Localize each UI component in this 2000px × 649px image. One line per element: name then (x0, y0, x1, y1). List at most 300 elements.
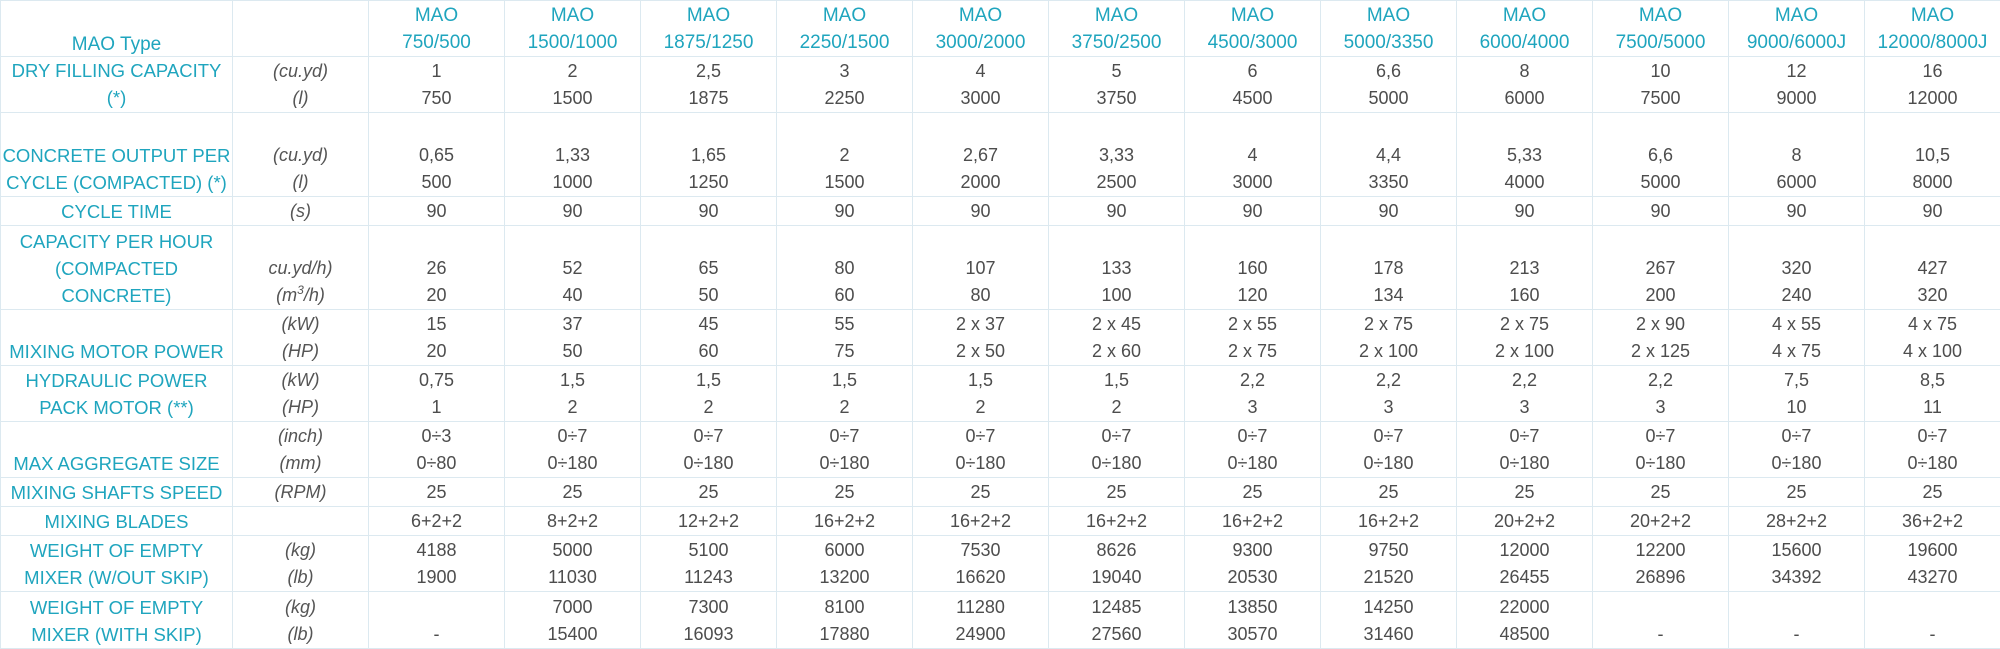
value-cell (913, 57, 1049, 113)
value-line: 2 (777, 394, 912, 421)
value-line: 6+2+2 (369, 508, 504, 535)
model-name-line: 9000/6000J (1729, 29, 1864, 56)
model-header-2250-1500 (777, 1, 913, 57)
value-line: 2250 (777, 85, 912, 112)
spec-label-line: MIXING BLADES (1, 508, 232, 535)
value-cell (505, 507, 641, 536)
value-cell (1321, 592, 1457, 649)
header-row (1, 1, 2000, 57)
value-cell (1729, 422, 1865, 478)
value-cell (369, 113, 505, 197)
value-line: 2 x 75 (1457, 311, 1592, 338)
spec-label-line: CONCRETE OUTPUT PER (1, 142, 232, 169)
value-cell (1729, 592, 1865, 649)
value-line: 10,5 (1865, 142, 2000, 169)
value-cell (641, 226, 777, 310)
value-line: 55 (777, 311, 912, 338)
value-line: 16+2+2 (1049, 508, 1184, 535)
value-line: 2 x 100 (1321, 338, 1456, 365)
value-line: 320 (1729, 255, 1864, 282)
value-cell (505, 536, 641, 592)
unit-cell (233, 366, 369, 422)
value-line: 2,2 (1457, 367, 1592, 394)
value-line: 8 (1729, 142, 1864, 169)
value-cell (777, 197, 913, 226)
value-line: 60 (641, 338, 776, 365)
value-line: 2,2 (1185, 367, 1320, 394)
value-cell (1593, 422, 1729, 478)
value-cell (1457, 57, 1593, 113)
value-line: 0÷180 (1185, 450, 1320, 477)
value-cell (1185, 592, 1321, 649)
value-line: - (1729, 621, 1864, 648)
value-line: 2 x 75 (1185, 338, 1320, 365)
value-line: 16+2+2 (777, 508, 912, 535)
value-line: 2 (913, 394, 1048, 421)
value-line: 20 (369, 338, 504, 365)
value-line: - (1593, 621, 1728, 648)
value-cell (1185, 113, 1321, 197)
value-line: 3750 (1049, 85, 1184, 112)
value-line: 0÷7 (1457, 423, 1592, 450)
value-line: 6 (1185, 58, 1320, 85)
value-cell (1049, 507, 1185, 536)
value-cell (1729, 197, 1865, 226)
value-line: 5 (1049, 58, 1184, 85)
value-line: 427 (1865, 255, 2000, 282)
value-line: 160 (1185, 255, 1320, 282)
model-header-9000-6000j (1729, 1, 1865, 57)
value-line: 1 (369, 394, 504, 421)
value-line: 4,4 (1321, 142, 1456, 169)
value-line: 25 (641, 479, 776, 506)
value-line: 90 (641, 198, 776, 225)
value-line: 0÷7 (1729, 423, 1864, 450)
value-line: 7000 (505, 594, 640, 621)
spec-label (1, 197, 233, 226)
value-line: 25 (1049, 479, 1184, 506)
unit-line: (kg) (233, 594, 368, 621)
value-cell (913, 226, 1049, 310)
value-line: 213 (1457, 255, 1592, 282)
value-cell (1729, 57, 1865, 113)
value-line: 2 (1049, 394, 1184, 421)
unit-line: (HP) (233, 394, 368, 421)
value-line: 0÷7 (913, 423, 1048, 450)
value-cell (1457, 226, 1593, 310)
value-cell (1185, 478, 1321, 507)
value-cell (641, 536, 777, 592)
value-line: 25 (777, 479, 912, 506)
value-cell (777, 366, 913, 422)
spec-label-line: MIXER (W/OUT SKIP) (1, 564, 232, 591)
value-line: 1500 (505, 85, 640, 112)
spec-row-dry-filling-capacity (1, 57, 2000, 113)
unit-line: (inch) (233, 423, 368, 450)
value-line: 25 (913, 479, 1048, 506)
value-line: 0÷7 (777, 423, 912, 450)
model-header-750-500 (369, 1, 505, 57)
unit-cell (233, 57, 369, 113)
value-line: 12200 (1593, 537, 1728, 564)
value-cell (1457, 592, 1593, 649)
value-line: 5,33 (1457, 142, 1592, 169)
value-line: 2,67 (913, 142, 1048, 169)
value-cell (913, 366, 1049, 422)
value-cell (641, 197, 777, 226)
model-name-line: MAO (1321, 2, 1456, 29)
value-cell (1729, 310, 1865, 366)
value-cell (505, 592, 641, 649)
value-line: 9750 (1321, 537, 1456, 564)
unit-line: (lb) (233, 621, 368, 648)
value-line: 43270 (1865, 564, 2000, 591)
value-line: 90 (1185, 198, 1320, 225)
value-line: 3 (1457, 394, 1592, 421)
value-cell (369, 57, 505, 113)
value-cell (1593, 507, 1729, 536)
value-line: 2,2 (1593, 367, 1728, 394)
value-cell (1049, 366, 1185, 422)
value-cell (505, 113, 641, 197)
model-name-line: 1500/1000 (505, 29, 640, 56)
value-cell (1321, 57, 1457, 113)
value-cell (369, 366, 505, 422)
value-line: 11280 (913, 594, 1048, 621)
value-line: 8100 (777, 594, 912, 621)
value-cell (913, 310, 1049, 366)
value-cell (777, 478, 913, 507)
unit-cell (233, 592, 369, 649)
value-cell (1865, 226, 2000, 310)
value-cell (1185, 226, 1321, 310)
value-line: 25 (369, 479, 504, 506)
unit-cell (233, 478, 369, 507)
model-name-line: MAO (1185, 2, 1320, 29)
value-line: 6000 (1729, 169, 1864, 196)
value-cell (913, 592, 1049, 649)
value-line: 2500 (1049, 169, 1184, 196)
value-cell (1185, 310, 1321, 366)
value-line: 2 x 50 (913, 338, 1048, 365)
value-cell (1593, 197, 1729, 226)
value-cell (1321, 113, 1457, 197)
value-line: 200 (1593, 282, 1728, 309)
value-cell (641, 57, 777, 113)
unit-cell (233, 536, 369, 592)
value-line: 31460 (1321, 621, 1456, 648)
value-line: 2 x 125 (1593, 338, 1728, 365)
value-line: 500 (369, 169, 504, 196)
value-cell (369, 197, 505, 226)
value-line: 8000 (1865, 169, 2000, 196)
value-line: 90 (1457, 198, 1592, 225)
value-line: 4000 (1457, 169, 1592, 196)
value-line: 15 (369, 311, 504, 338)
value-line: 134 (1321, 282, 1456, 309)
value-cell (913, 422, 1049, 478)
spec-row-concrete-output-per-cycle-compacted (1, 113, 2000, 197)
value-line: 6000 (1457, 85, 1592, 112)
value-cell (1457, 536, 1593, 592)
spec-label-line: MIXING SHAFTS SPEED (1, 479, 232, 506)
value-line: 90 (777, 198, 912, 225)
value-line: 2 x 75 (1321, 311, 1456, 338)
model-name-line: MAO (1593, 2, 1728, 29)
value-cell (777, 507, 913, 536)
value-cell (369, 507, 505, 536)
value-line: 17880 (777, 621, 912, 648)
value-line: 750 (369, 85, 504, 112)
model-name-line: MAO (777, 2, 912, 29)
spec-label (1, 592, 233, 649)
spec-label-line: MIXER (WITH SKIP) (1, 621, 232, 648)
value-cell (1865, 113, 2000, 197)
value-cell (1593, 536, 1729, 592)
value-cell (641, 366, 777, 422)
value-line: 11 (1865, 394, 2000, 421)
value-cell (1185, 366, 1321, 422)
value-line: 0,65 (369, 142, 504, 169)
value-cell (1457, 507, 1593, 536)
model-name-line: 5000/3350 (1321, 29, 1456, 56)
table-body (1, 1, 2000, 649)
value-line: 7,5 (1729, 367, 1864, 394)
value-line: 11030 (505, 564, 640, 591)
value-cell (369, 592, 505, 649)
value-line: 30570 (1185, 621, 1320, 648)
model-header-1875-1250 (641, 1, 777, 57)
value-line: 5100 (641, 537, 776, 564)
spec-label-line: WEIGHT OF EMPTY (1, 537, 232, 564)
model-header-3000-2000 (913, 1, 1049, 57)
value-line: 2 (505, 58, 640, 85)
spec-label (1, 310, 233, 366)
value-line: 7300 (641, 594, 776, 621)
value-line: 2 (641, 394, 776, 421)
value-line: 3,33 (1049, 142, 1184, 169)
value-line: 27560 (1049, 621, 1184, 648)
value-line: 4 (913, 58, 1048, 85)
unit-cell (233, 310, 369, 366)
value-line: 25 (1865, 479, 2000, 506)
value-line: 0÷180 (641, 450, 776, 477)
value-cell (369, 478, 505, 507)
spec-label (1, 226, 233, 310)
model-name-line: MAO (1049, 2, 1184, 29)
model-name-line: 6000/4000 (1457, 29, 1592, 56)
value-cell (1049, 478, 1185, 507)
value-line: 5000 (505, 537, 640, 564)
value-cell (1185, 536, 1321, 592)
value-line: 1,65 (641, 142, 776, 169)
value-cell (1865, 507, 2000, 536)
value-cell (1593, 57, 1729, 113)
value-line: 20+2+2 (1457, 508, 1592, 535)
value-cell (1865, 422, 2000, 478)
value-cell (1729, 507, 1865, 536)
spec-row-mixing-blades (1, 507, 2000, 536)
value-cell (369, 226, 505, 310)
value-cell (777, 226, 913, 310)
model-header-6000-4000 (1457, 1, 1593, 57)
spec-label-line: MIXING MOTOR POWER (1, 338, 232, 365)
model-name-line: MAO (641, 2, 776, 29)
value-line: 25 (1457, 479, 1592, 506)
value-line: 7530 (913, 537, 1048, 564)
value-line: 52 (505, 255, 640, 282)
value-line: 1875 (641, 85, 776, 112)
value-line: 50 (641, 282, 776, 309)
value-line: 1,5 (1049, 367, 1184, 394)
value-line: 16+2+2 (913, 508, 1048, 535)
model-name-line: 3750/2500 (1049, 29, 1184, 56)
value-line: 6,6 (1321, 58, 1456, 85)
value-line: 9000 (1729, 85, 1864, 112)
value-cell (1865, 57, 2000, 113)
value-line: 20530 (1185, 564, 1320, 591)
model-header-3750-2500 (1049, 1, 1185, 57)
value-line: 3000 (913, 85, 1048, 112)
spec-label (1, 507, 233, 536)
value-cell (1457, 310, 1593, 366)
value-line: 0÷180 (1321, 450, 1456, 477)
value-cell (505, 422, 641, 478)
value-line: 0÷7 (1865, 423, 2000, 450)
value-line: 34392 (1729, 564, 1864, 591)
value-cell (1729, 536, 1865, 592)
value-line: 19040 (1049, 564, 1184, 591)
unit-cell (233, 507, 369, 536)
value-line: 0÷80 (369, 450, 504, 477)
value-cell (641, 422, 777, 478)
value-line: - (1865, 621, 2000, 648)
value-cell (1185, 197, 1321, 226)
value-line: 2 (505, 394, 640, 421)
model-name-line: 750/500 (369, 29, 504, 56)
value-line: 20 (369, 282, 504, 309)
value-cell (777, 536, 913, 592)
value-line: 90 (913, 198, 1048, 225)
value-cell (641, 592, 777, 649)
spec-label-line: DRY FILLING CAPACITY (1, 57, 232, 84)
value-line: 28+2+2 (1729, 508, 1864, 535)
value-cell (777, 422, 913, 478)
value-cell (1457, 113, 1593, 197)
unit-line: (cu.yd) (233, 142, 368, 169)
value-line: 0÷180 (913, 450, 1048, 477)
value-line: 40 (505, 282, 640, 309)
value-line: 2,2 (1321, 367, 1456, 394)
value-line: 1250 (641, 169, 776, 196)
spec-label-line: (COMPACTED (1, 255, 232, 282)
value-line: 65 (641, 255, 776, 282)
value-line: 2 (777, 142, 912, 169)
spec-label (1, 536, 233, 592)
value-line: 2 x 60 (1049, 338, 1184, 365)
spec-row-cycle-time (1, 197, 2000, 226)
value-cell (1321, 478, 1457, 507)
value-cell (1593, 592, 1729, 649)
value-line: 90 (369, 198, 504, 225)
value-line: 8 (1457, 58, 1592, 85)
value-line: 2 x 55 (1185, 311, 1320, 338)
spec-label-line: MAX AGGREGATE SIZE (1, 450, 232, 477)
value-cell (505, 57, 641, 113)
value-line: 24900 (913, 621, 1048, 648)
value-line: 0÷180 (505, 450, 640, 477)
value-line: 13850 (1185, 594, 1320, 621)
value-line: 3 (777, 58, 912, 85)
model-header-5000-3350 (1321, 1, 1457, 57)
value-cell (1049, 592, 1185, 649)
unit-header-cell (233, 1, 369, 57)
value-line: 0÷180 (777, 450, 912, 477)
value-cell (1185, 57, 1321, 113)
value-cell (1729, 113, 1865, 197)
value-cell (505, 478, 641, 507)
unit-line: $(m^3/h)$ (233, 282, 368, 309)
unit-line: (l) (233, 169, 368, 196)
value-line: 90 (505, 198, 640, 225)
value-cell (1593, 366, 1729, 422)
model-name-line: 7500/5000 (1593, 29, 1728, 56)
unit-line: (cu.yd) (233, 58, 368, 85)
model-name-line: 2250/1500 (777, 29, 912, 56)
value-line: 0÷3 (369, 423, 504, 450)
spec-row-mixing-motor-power (1, 310, 2000, 366)
value-line: 3 (1593, 394, 1728, 421)
unit-cell (233, 197, 369, 226)
value-line: 4 (1185, 142, 1320, 169)
value-line: 26896 (1593, 564, 1728, 591)
value-cell (1321, 507, 1457, 536)
value-cell (1049, 310, 1185, 366)
value-line: 2 x 100 (1457, 338, 1592, 365)
value-line: 0÷180 (1593, 450, 1728, 477)
value-line: 25 (1321, 479, 1456, 506)
value-cell (1049, 113, 1185, 197)
unit-cell (233, 226, 369, 310)
model-name-line: MAO (1729, 2, 1864, 29)
value-line: 10 (1729, 394, 1864, 421)
value-cell (505, 366, 641, 422)
value-cell (1185, 507, 1321, 536)
value-cell (1593, 310, 1729, 366)
value-line: 1,5 (777, 367, 912, 394)
value-line: 16+2+2 (1185, 508, 1320, 535)
value-cell (1457, 366, 1593, 422)
model-name-line: MAO (369, 2, 504, 29)
value-line: 4 x 75 (1865, 311, 2000, 338)
spec-row-mixing-shafts-speed (1, 478, 2000, 507)
value-line: 1 (369, 58, 504, 85)
value-line: 12+2+2 (641, 508, 776, 535)
value-line: 107 (913, 255, 1048, 282)
unit-line: (mm) (233, 450, 368, 477)
value-line: 25 (1729, 479, 1864, 506)
value-line: 2 x 90 (1593, 311, 1728, 338)
spec-row-hydraulic-power-pack-motor (1, 366, 2000, 422)
value-line: 0÷7 (1593, 423, 1728, 450)
spec-row-capacity-per-hour-compacted-concrete (1, 226, 2000, 310)
spec-label (1, 422, 233, 478)
value-cell (641, 310, 777, 366)
value-line: 15600 (1729, 537, 1864, 564)
value-line: 8+2+2 (505, 508, 640, 535)
unit-cell (233, 422, 369, 478)
value-line: 80 (777, 255, 912, 282)
